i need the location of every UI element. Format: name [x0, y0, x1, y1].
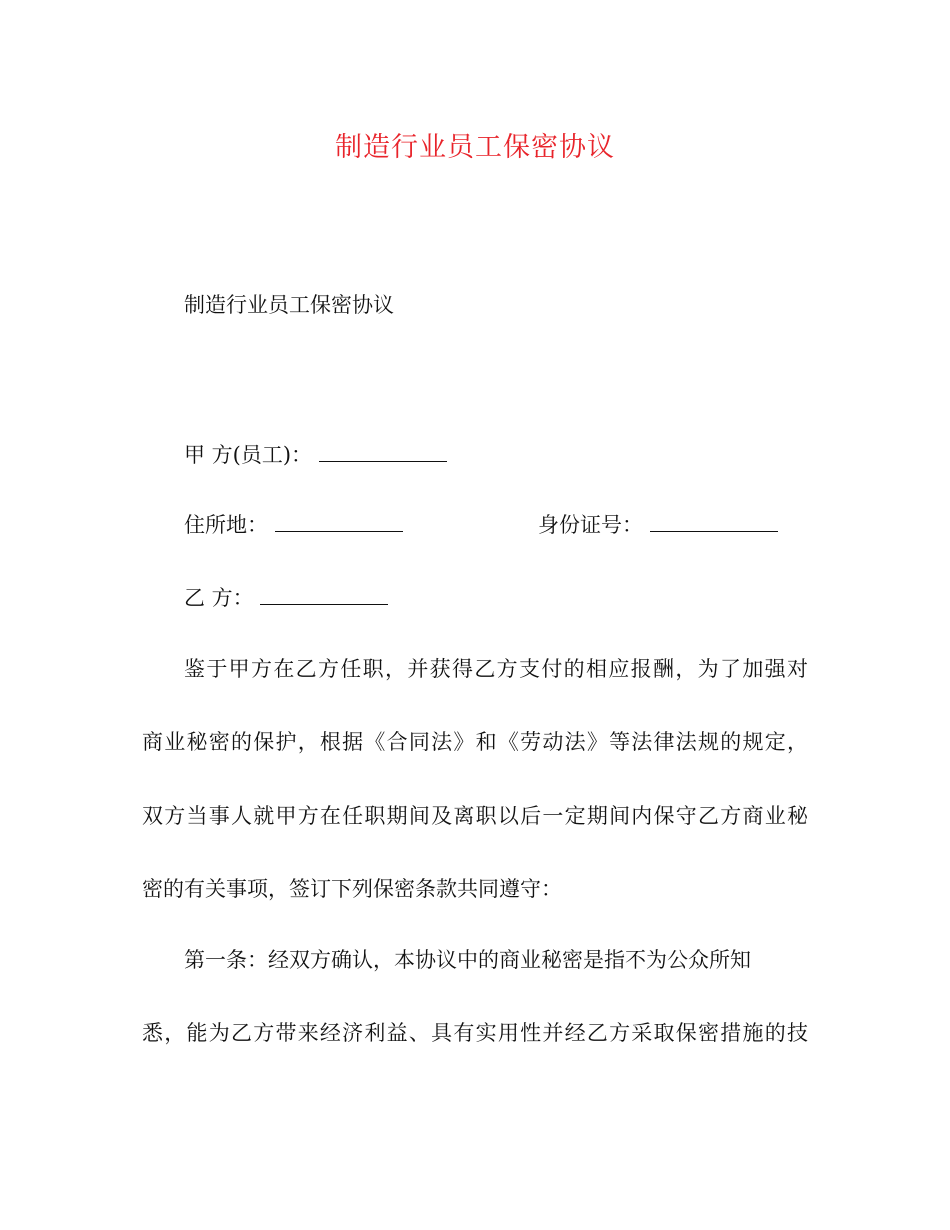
party-b-blank — [260, 586, 388, 605]
party-a-blank — [319, 443, 447, 462]
paragraph-1-line-1: 鉴于甲方在乙方任职，并获得乙方支付的相应报酬，为了加强对 — [184, 657, 808, 681]
paragraph-1-line-2: 商业秘密的保护，根据《合同法》和《劳动法》等法律法规的规定， — [142, 730, 808, 754]
address-label: 住所地： — [184, 513, 268, 537]
id-blank — [650, 513, 778, 532]
id-label: 身份证号： — [538, 513, 643, 537]
address-blank — [275, 513, 403, 532]
paragraph-1-line-4: 密的有关事项，签订下列保密条款共同遵守： — [142, 877, 562, 901]
party-a-label: 甲 方(员工)： — [184, 443, 313, 467]
party-b-label: 乙 方： — [184, 586, 254, 610]
document-subtitle: 制造行业员工保密协议 — [184, 293, 394, 317]
paragraph-1-line-3: 双方当事人就甲方在任职期间及离职以后一定期间内保守乙方商业秘 — [142, 804, 808, 828]
address-row — [184, 510, 514, 540]
party-b-row — [184, 583, 808, 613]
paragraph-2-line-2: 悉，能为乙方带来经济利益、具有实用性并经乙方采取保密措施的技 — [142, 1021, 808, 1045]
id-row — [538, 510, 778, 540]
paragraph-2-line-1: 第一条：经双方确认，本协议中的商业秘密是指不为公众所知 — [184, 948, 751, 972]
party-a-row — [184, 440, 808, 470]
document-title: 制造行业员工保密协议 — [335, 132, 615, 163]
